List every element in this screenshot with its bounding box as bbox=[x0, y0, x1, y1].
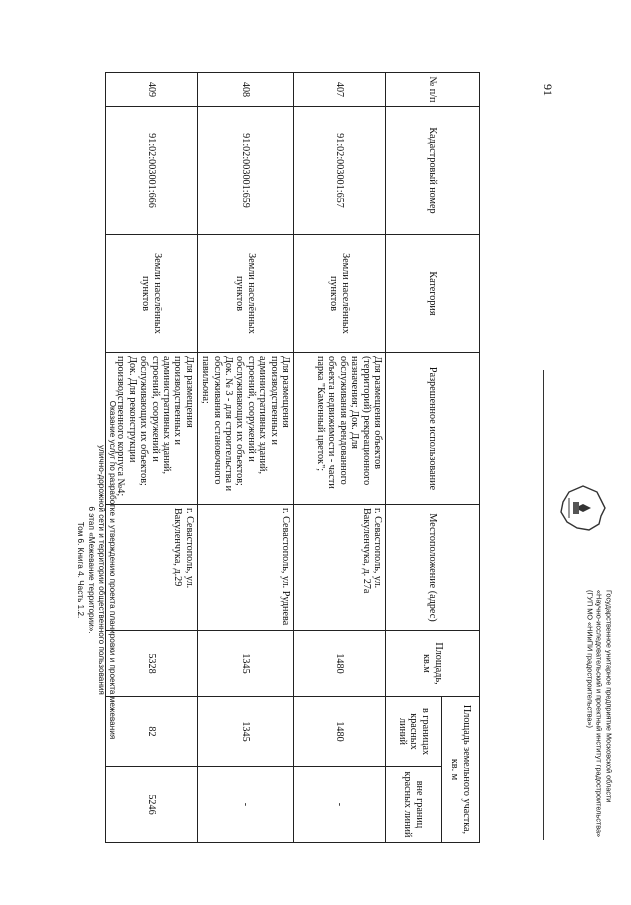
table-row bbox=[294, 73, 386, 843]
header-within: в границах красных линий bbox=[386, 697, 442, 767]
cell-location: г. Севастополь, ул. Вакуленчука, д.29 bbox=[105, 505, 197, 631]
cell-num: 408 bbox=[197, 73, 293, 107]
cell-outside: - bbox=[294, 767, 386, 843]
header-num: № п/п bbox=[386, 73, 480, 107]
cell-category: Земли населённых пунктов bbox=[197, 235, 293, 353]
header-land-area: Площадь земельного участка, кв. м bbox=[442, 697, 480, 843]
cell-area: 1345 bbox=[197, 631, 293, 697]
cell-usage: Для размещения производственных и административных зданий, строений, сооружений и обслуживающих их объектов; Док. Для реконструкции производственного корпуса №4; bbox=[105, 353, 197, 505]
header-location: Местоположение (адрес) bbox=[386, 505, 480, 631]
cell-cadastral: 91:02:003001:659 bbox=[197, 107, 293, 235]
header-cadastral: Кадастровый номер bbox=[386, 107, 480, 235]
cell-num: 407 bbox=[294, 73, 386, 107]
table-row bbox=[197, 73, 293, 843]
cell-cadastral: 91:02:003001:657 bbox=[294, 107, 386, 235]
footer-line-2: «Научно-исследовательский и проектный институт градостроительства» bbox=[595, 590, 604, 838]
cell-cadastral: 91:02:003001:666 bbox=[105, 107, 197, 235]
cell-location: г. Севастополь, ул. Вакуленчука, д. 27а bbox=[294, 505, 386, 631]
page-number: 91 bbox=[541, 84, 555, 96]
data-table bbox=[105, 72, 480, 843]
cell-usage: Для размещения производственных и административных зданий, строений, сооружений и обслуживающих их объектов; Док. № 3 - для строительства и обслуживания остановочного павильона; bbox=[197, 353, 293, 505]
header-area: Площадь, кв.м bbox=[386, 631, 480, 697]
cell-category: Земли населённых пунктов bbox=[105, 235, 197, 353]
cell-num: 409 bbox=[105, 73, 197, 107]
header-outside: вне границ красных линий bbox=[386, 767, 442, 843]
cell-area: 1480 bbox=[294, 631, 386, 697]
header-line-1: Оказание услуг по разработке и утверждению проекта планировки и проекта межевания bbox=[108, 400, 117, 740]
cell-area: 5328 bbox=[105, 631, 197, 697]
cell-outside: 5246 bbox=[105, 767, 197, 843]
land-plots-table bbox=[75, 72, 480, 842]
footer-line-3: (ГУП МО «НИиПИ градостроительства») bbox=[585, 590, 595, 728]
header-line-3: 6 этап «Межевание территории». bbox=[87, 506, 96, 634]
cell-within: 82 bbox=[105, 697, 197, 767]
cell-usage: Для размещения объектов (территорий) рекреационного назначения; Док. Для обслуживания арендованного объекта недвижимости - части парка "Каменный цветок"; bbox=[294, 353, 386, 505]
header-line-4: Том 6. Книга 4. Часть 1.2. bbox=[76, 521, 86, 619]
cell-within: 1480 bbox=[294, 697, 386, 767]
organization-footer bbox=[585, 590, 614, 890]
cell-within: 1345 bbox=[197, 697, 293, 767]
header-usage: Разрешенное использование bbox=[386, 353, 480, 505]
footer-line-1: Государственное унитарное предприятие Московской области bbox=[604, 590, 614, 803]
cell-location: г. Севастополь, ул. Руднева bbox=[197, 505, 293, 631]
header-line-2: улично-дорожной сети и территории общественного пользования bbox=[97, 445, 107, 695]
cell-outside: - bbox=[197, 767, 293, 843]
cell-category: Земли населённых пунктов bbox=[294, 235, 386, 353]
table-row bbox=[105, 73, 197, 843]
header-category: Категория bbox=[386, 235, 480, 353]
footer-divider bbox=[543, 370, 544, 840]
organization-logo-icon bbox=[553, 478, 613, 538]
